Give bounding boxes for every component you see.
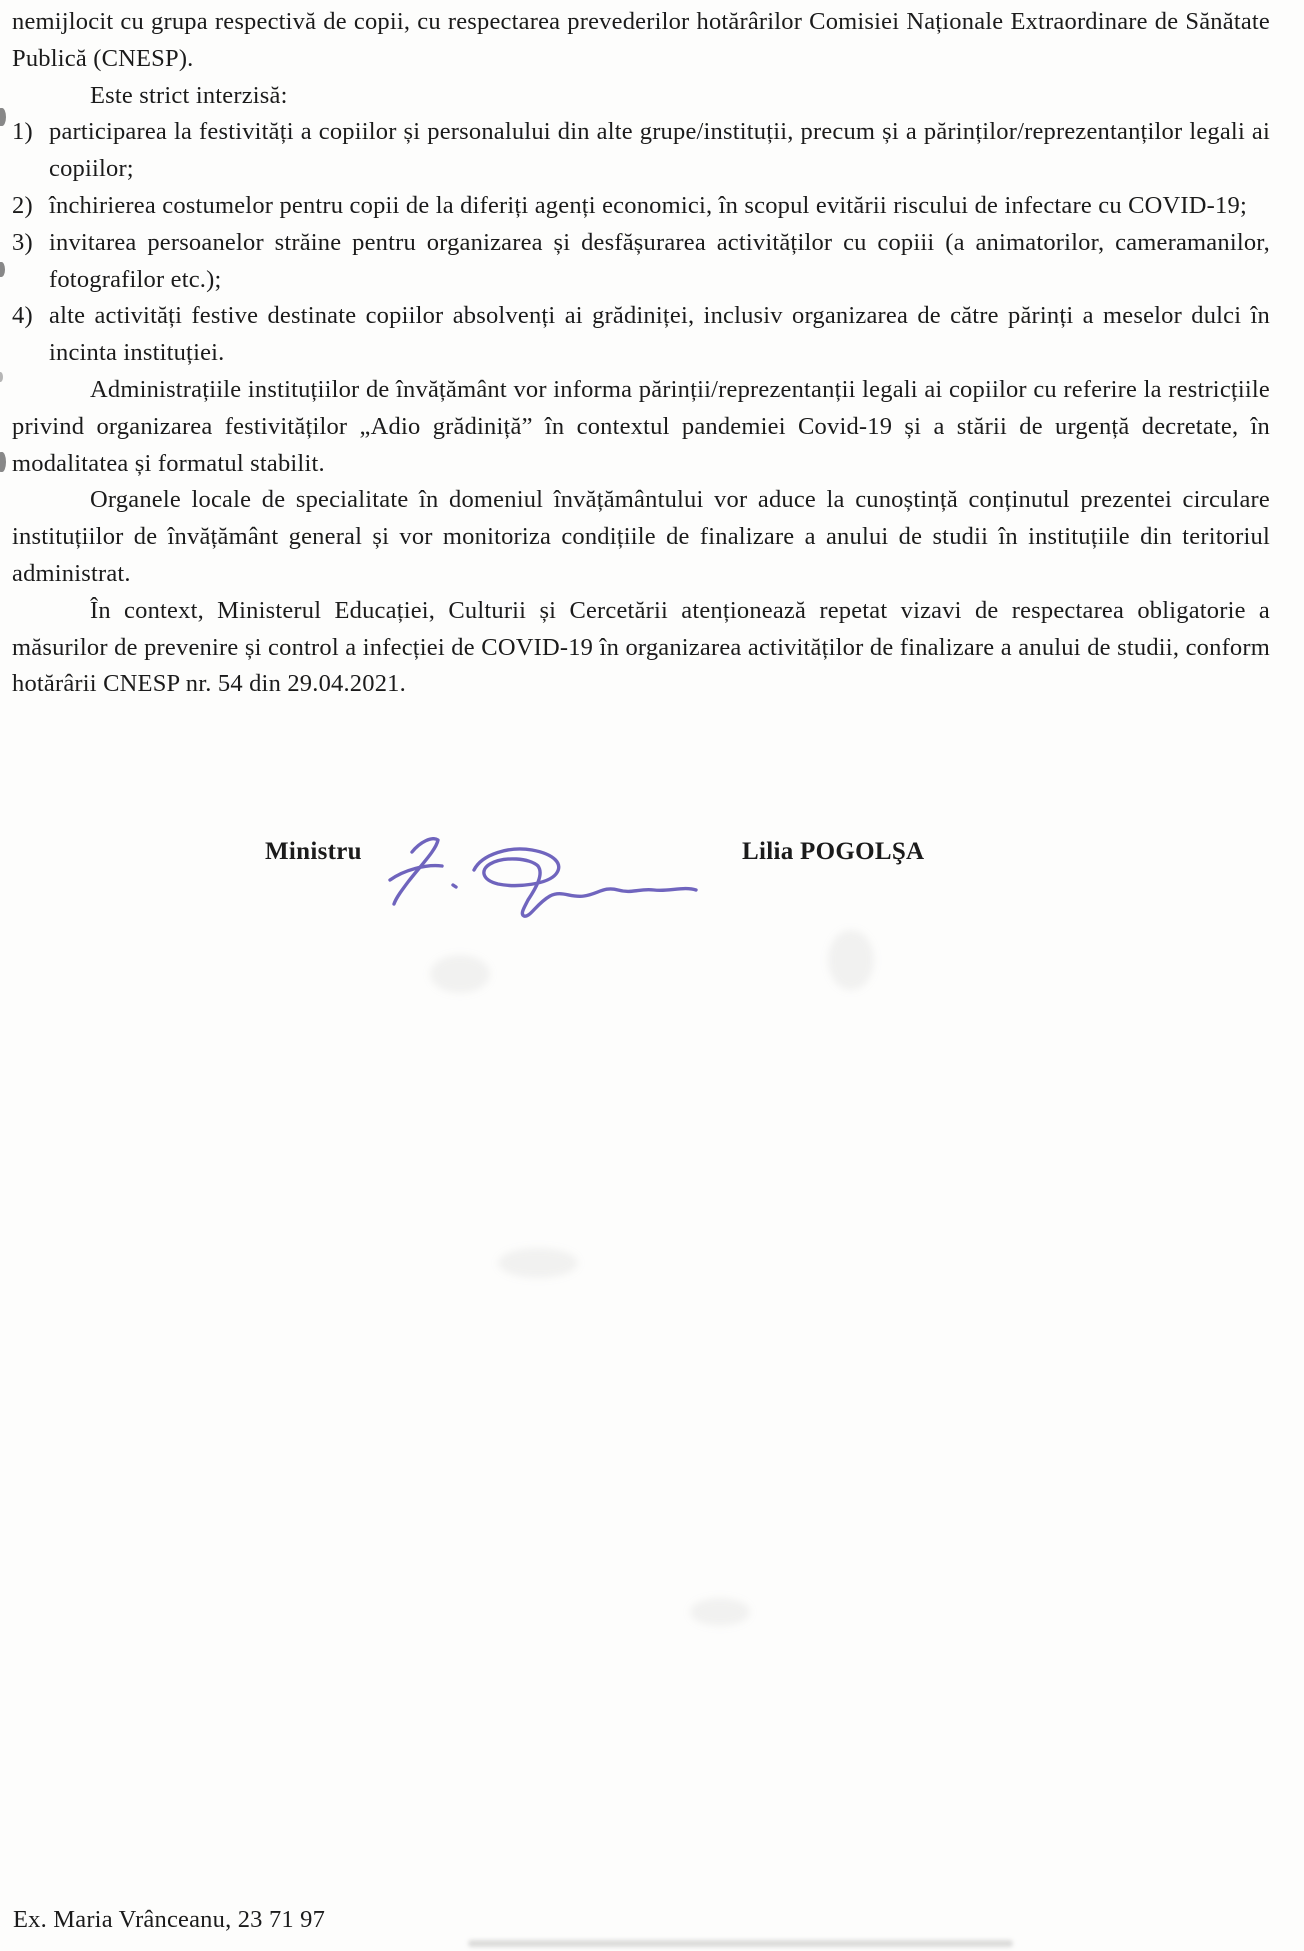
prohibited-list-item bbox=[12, 188, 1270, 225]
paragraph-continuation: nemijlocit cu grupa respectivă de copii, cu respectarea prevederilor hotărârilor Comisiei Naționale Extraordinare de Sănătate Publică (CNESP). bbox=[12, 8, 1270, 72]
paragraph-local-bodies: Organele locale de specialitate în domeniul învățământului vor aduce la cunoștință conținutul prezentei circulare instituțiilor de învățământ general și vor monitoriza condițiile de finalizare a anului de studii în instituțiile din teritoriul administrat. bbox=[12, 486, 1270, 587]
scan-artifact bbox=[468, 1940, 1013, 1947]
prohibited-list-item bbox=[12, 114, 1270, 188]
list-item-number: 2) bbox=[12, 191, 33, 219]
prohibited-list-item bbox=[12, 298, 1270, 372]
scan-artifact bbox=[690, 1598, 750, 1626]
paragraph-context: În context, Ministerul Educației, Culturii și Cercetării atenționează repetat vizavi de respectarea obligatorie a măsurilor de prevenire și control a infecției de COVID-19 în organizarea activităților de finalizare a anului de studii, conform hotărârii CNESP nr. 54 din 29.04.2021. bbox=[12, 596, 1270, 698]
interdiction-heading: Este strict interzisă: bbox=[90, 81, 288, 109]
list-item-number: 3) bbox=[12, 228, 33, 256]
list-item-text: participarea la festivități a copiilor și personalului din alte grupe/instituții, precum și a părinților/reprezentanților legali ai copiilor; bbox=[49, 118, 1270, 183]
scan-artifact bbox=[0, 262, 5, 277]
scan-artifact bbox=[0, 452, 6, 472]
handwritten-signature-icon bbox=[378, 830, 728, 925]
paragraph-administrations: Administrațiile instituțiilor de învățământ vor informa părinții/reprezentanții legali ai copiilor cu referire la restricțiile privind organizarea festivităților „Adio grădiniță” în contextul pandemiei Covid-19 și a stării de urgență decretate, în modalitatea și formatul stabilit. bbox=[12, 375, 1270, 477]
signature-title: Ministru bbox=[265, 838, 362, 865]
signature-name: Lilia POGOLŞA bbox=[742, 838, 925, 865]
executor-footer-note: Ex. Maria Vrânceanu, 23 71 97 bbox=[13, 1906, 326, 1933]
scan-artifact bbox=[498, 1248, 578, 1278]
list-item-text: alte activități festive destinate copiilor absolvenți ai grădiniței, inclusiv organizarea de către părinți a meselor dulci în incinta instituției. bbox=[49, 302, 1270, 367]
list-item-number: 4) bbox=[12, 302, 33, 330]
scan-artifact bbox=[0, 372, 3, 382]
scan-artifact bbox=[0, 108, 6, 126]
list-item-number: 1) bbox=[12, 118, 33, 146]
document-text-block bbox=[12, 4, 1270, 703]
list-item-text: închirierea costumelor pentru copii de la diferiți agenți economici, în scopul evitării riscului de infectare cu COVID-19; bbox=[49, 191, 1247, 219]
scan-artifact bbox=[430, 955, 490, 993]
scan-artifact bbox=[828, 930, 874, 990]
list-item-text: invitarea persoanelor străine pentru organizarea și desfășurarea activităților cu copiii (a animatorilor, cameramanilor, fotografilor etc.); bbox=[49, 228, 1270, 293]
prohibited-list-item bbox=[12, 225, 1270, 299]
